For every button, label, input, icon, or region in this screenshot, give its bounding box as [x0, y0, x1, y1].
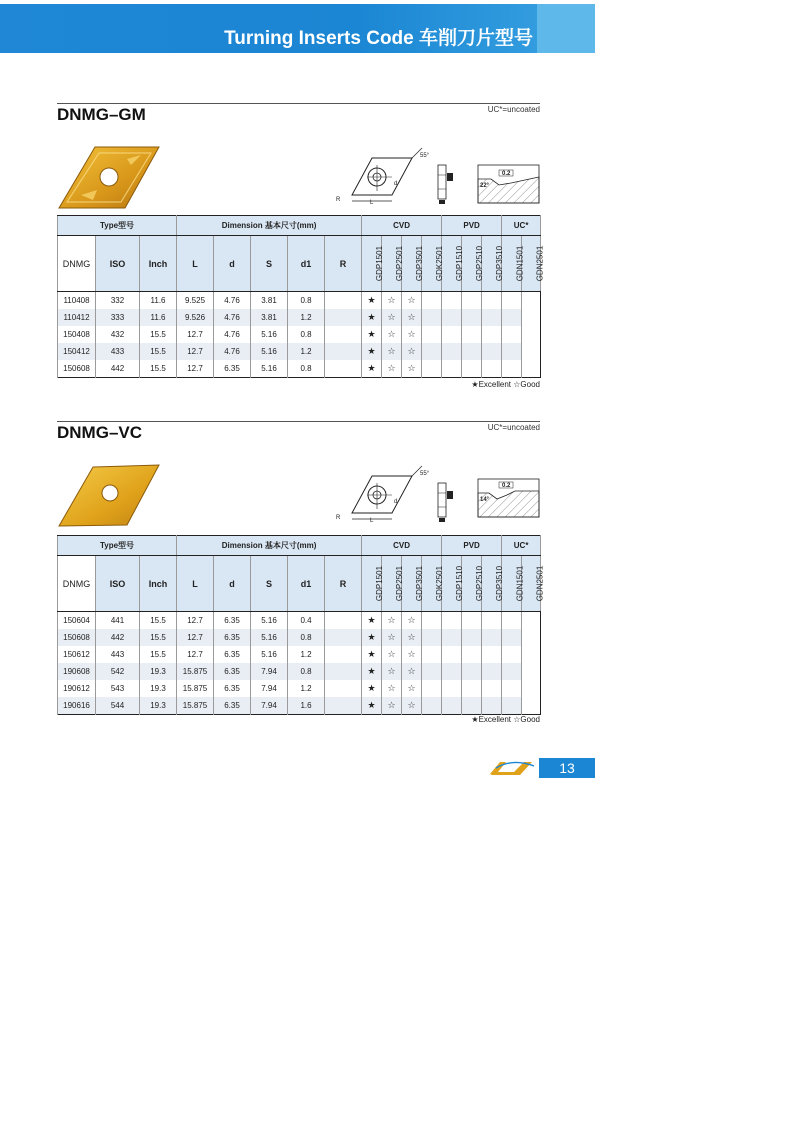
grade-rating-cell — [462, 629, 482, 646]
cell-d: 12.7 — [177, 343, 214, 360]
cell-l: 19.3 — [140, 680, 177, 697]
grade-rating-cell: ☆ — [382, 646, 402, 663]
cell-iso: 190608 — [58, 663, 96, 680]
cell-r: 0.4 — [288, 612, 325, 630]
cell-d: 15.875 — [177, 663, 214, 680]
grade-rating-cell: ☆ — [402, 326, 422, 343]
table-row — [58, 292, 541, 310]
grade-rating-cell — [325, 629, 362, 646]
grade-rating-cell — [462, 309, 482, 326]
rake-angle-label: 22° — [480, 183, 490, 189]
table-row — [58, 646, 541, 663]
cell-d1: 5.16 — [251, 326, 288, 343]
cell-s: 4.76 — [214, 326, 251, 343]
svg-text:L: L — [370, 518, 374, 524]
cell-inch: 442 — [96, 360, 140, 378]
cell-inch: 543 — [96, 680, 140, 697]
grade-rating-cell: ☆ — [382, 629, 402, 646]
grade-rating-cell — [482, 360, 502, 378]
uncoated-note: UC*=uncoated — [487, 105, 540, 114]
table-row — [58, 360, 541, 378]
rake-angle-label: 14° — [480, 497, 490, 503]
cell-r: 1.6 — [288, 697, 325, 715]
cell-r: 0.8 — [288, 663, 325, 680]
grade-header: GDK2501 — [422, 556, 442, 612]
cell-r: 0.8 — [288, 326, 325, 343]
cell-d: 15.875 — [177, 680, 214, 697]
cell-iso: 150604 — [58, 612, 96, 630]
r-header: R — [325, 236, 362, 292]
grade-rating-cell — [442, 612, 462, 630]
cell-d1: 5.16 — [251, 629, 288, 646]
grade-rating-cell — [462, 343, 482, 360]
cell-d1: 3.81 — [251, 292, 288, 310]
inch-header: Inch — [140, 236, 177, 292]
cell-inch: 542 — [96, 663, 140, 680]
grade-rating-cell — [482, 309, 502, 326]
grade-rating-cell — [325, 697, 362, 715]
grade-rating-cell: ☆ — [382, 309, 402, 326]
section-rule — [57, 421, 540, 422]
cell-d: 9.525 — [177, 292, 214, 310]
type-header: Type型号 — [58, 536, 177, 556]
grade-header: GDP2501 — [382, 236, 402, 292]
s-header: S — [251, 236, 288, 292]
l-header: L — [177, 236, 214, 292]
insert-side-view — [435, 163, 455, 205]
grade-rating-cell: ☆ — [382, 680, 402, 697]
cell-s: 6.35 — [214, 646, 251, 663]
grade-rating-cell — [482, 629, 502, 646]
company-logo — [488, 758, 538, 778]
cell-r: 0.8 — [288, 629, 325, 646]
grade-rating-cell: ☆ — [382, 292, 402, 310]
table-row — [58, 663, 541, 680]
dimension-header: Dimension 基本尺寸(mm) — [177, 216, 362, 236]
table-row — [58, 629, 541, 646]
grade-rating-cell — [462, 697, 482, 715]
type-cell: DNMG — [58, 236, 96, 292]
spec-table — [57, 215, 545, 378]
cvd-header: CVD — [362, 536, 442, 556]
cell-iso: 190616 — [58, 697, 96, 715]
grade-header: GDP3501 — [402, 236, 422, 292]
cell-d: 12.7 — [177, 629, 214, 646]
cell-inch: 544 — [96, 697, 140, 715]
grade-rating-cell — [422, 343, 442, 360]
grade-header: GDP1501 — [362, 236, 382, 292]
grade-header: GDP3510 — [482, 556, 502, 612]
table-row — [58, 680, 541, 697]
pvd-header: PVD — [442, 216, 502, 236]
cell-inch: 443 — [96, 646, 140, 663]
d-header: d — [214, 556, 251, 612]
svg-text:55°: 55° — [420, 153, 430, 159]
cell-d1: 3.81 — [251, 309, 288, 326]
cell-iso: 150612 — [58, 646, 96, 663]
cell-iso: 110408 — [58, 292, 96, 310]
cell-r: 1.2 — [288, 343, 325, 360]
grade-header: GDP3501 — [402, 556, 422, 612]
land-width-label: 0.2 — [502, 171, 511, 177]
section-title: DNMG–VC — [57, 423, 143, 442]
cell-d1: 7.94 — [251, 697, 288, 715]
chipbreaker-section — [477, 163, 541, 205]
grade-header: GDN1501 — [502, 236, 522, 292]
grade-rating-cell — [442, 646, 462, 663]
cell-inch: 442 — [96, 629, 140, 646]
grade-rating-cell — [422, 646, 442, 663]
cell-d1: 7.94 — [251, 663, 288, 680]
grade-rating-cell — [325, 360, 362, 378]
grade-rating-cell: ★ — [362, 663, 382, 680]
grade-rating-cell — [462, 360, 482, 378]
grade-rating-cell: ★ — [362, 646, 382, 663]
grade-rating-cell — [325, 663, 362, 680]
grade-rating-cell: ☆ — [402, 343, 422, 360]
grade-rating-cell — [502, 292, 522, 310]
cell-l: 15.5 — [140, 360, 177, 378]
grade-header: GDN2501 — [522, 236, 541, 292]
page-title: Turning Inserts Code 车削刀片型号 — [224, 28, 533, 49]
section-title: DNMG–GM — [57, 105, 146, 124]
grade-rating-cell: ☆ — [402, 663, 422, 680]
grade-rating-cell — [502, 326, 522, 343]
cell-inch: 333 — [96, 309, 140, 326]
grade-rating-cell: ☆ — [382, 343, 402, 360]
grade-rating-cell: ☆ — [402, 612, 422, 630]
svg-text:L: L — [370, 200, 374, 206]
uncoated-note: UC*=uncoated — [487, 423, 540, 432]
grade-header: GDK2501 — [422, 236, 442, 292]
grade-rating-cell — [442, 326, 462, 343]
iso-header: ISO — [96, 236, 140, 292]
grade-rating-cell: ☆ — [402, 292, 422, 310]
cell-d1: 5.16 — [251, 343, 288, 360]
cell-d1: 5.16 — [251, 360, 288, 378]
cell-l: 15.5 — [140, 646, 177, 663]
grade-rating-cell — [325, 646, 362, 663]
grade-rating-cell: ☆ — [402, 360, 422, 378]
grade-header: GDP3510 — [482, 236, 502, 292]
uc-header: UC* — [502, 216, 541, 236]
section-dnmg-gm — [57, 103, 545, 403]
section-dnmg-vc — [57, 421, 545, 731]
spec-table-body — [58, 612, 541, 715]
cell-s: 6.35 — [214, 663, 251, 680]
grade-rating-cell: ★ — [362, 309, 382, 326]
cell-s: 4.76 — [214, 309, 251, 326]
table-row — [58, 612, 541, 630]
l-header: L — [177, 556, 214, 612]
cell-d: 15.875 — [177, 697, 214, 715]
svg-text:R: R — [336, 515, 341, 521]
grade-rating-cell — [325, 292, 362, 310]
section-rule — [57, 103, 540, 104]
grade-rating-cell — [325, 343, 362, 360]
grade-rating-cell — [482, 292, 502, 310]
insert-geometry-drawing — [332, 461, 452, 523]
grade-rating-cell — [325, 612, 362, 630]
type-header: Type型号 — [58, 216, 177, 236]
insert-photo — [57, 145, 162, 210]
grade-rating-cell — [502, 697, 522, 715]
cell-iso: 190612 — [58, 680, 96, 697]
cell-l: 15.5 — [140, 629, 177, 646]
grade-rating-cell — [442, 309, 462, 326]
grade-rating-cell — [462, 646, 482, 663]
grade-rating-cell: ☆ — [402, 629, 422, 646]
d1-header: d1 — [288, 236, 325, 292]
grade-rating-cell — [422, 292, 442, 310]
cell-s: 4.76 — [214, 292, 251, 310]
grade-rating-cell — [482, 343, 502, 360]
grade-rating-cell — [482, 612, 502, 630]
inch-header: Inch — [140, 556, 177, 612]
grade-rating-cell — [462, 326, 482, 343]
grade-rating-cell — [502, 629, 522, 646]
grade-rating-cell: ★ — [362, 292, 382, 310]
grade-rating-cell — [442, 629, 462, 646]
grade-rating-cell — [502, 612, 522, 630]
grade-rating-cell: ★ — [362, 343, 382, 360]
grade-rating-cell: ☆ — [382, 326, 402, 343]
grade-rating-cell — [502, 646, 522, 663]
grade-rating-cell — [482, 680, 502, 697]
grade-rating-cell — [422, 629, 442, 646]
grade-rating-cell — [422, 680, 442, 697]
grade-rating-cell — [462, 680, 482, 697]
grade-header: GDP1501 — [362, 556, 382, 612]
cell-l: 19.3 — [140, 663, 177, 680]
grade-rating-cell — [482, 326, 502, 343]
grade-rating-cell — [482, 646, 502, 663]
uc-header: UC* — [502, 536, 541, 556]
grade-rating-cell — [482, 697, 502, 715]
grade-rating-cell — [422, 309, 442, 326]
grade-header: GDP1510 — [442, 236, 462, 292]
cell-r: 0.8 — [288, 292, 325, 310]
grade-rating-cell: ☆ — [382, 612, 402, 630]
insert-side-view — [435, 481, 455, 523]
cell-s: 6.35 — [214, 629, 251, 646]
grade-header: GDP2510 — [462, 556, 482, 612]
grade-rating-cell: ☆ — [402, 309, 422, 326]
svg-text:55°: 55° — [420, 471, 430, 477]
cell-r: 1.2 — [288, 680, 325, 697]
grade-rating-cell: ☆ — [382, 697, 402, 715]
grade-rating-cell: ★ — [362, 612, 382, 630]
cell-l: 15.5 — [140, 612, 177, 630]
grade-rating-cell — [502, 343, 522, 360]
d1-header: d1 — [288, 556, 325, 612]
grade-rating-cell — [462, 292, 482, 310]
cell-inch: 433 — [96, 343, 140, 360]
chipbreaker-section — [477, 477, 541, 519]
grade-rating-cell: ★ — [362, 629, 382, 646]
grade-rating-cell — [325, 326, 362, 343]
cell-r: 1.2 — [288, 646, 325, 663]
table-row — [58, 309, 541, 326]
cell-inch: 332 — [96, 292, 140, 310]
grade-rating-cell — [442, 663, 462, 680]
grade-rating-cell — [422, 663, 442, 680]
grade-rating-cell — [442, 292, 462, 310]
cell-l: 15.5 — [140, 326, 177, 343]
cell-l: 11.6 — [140, 309, 177, 326]
grade-rating-cell: ★ — [362, 326, 382, 343]
grade-rating-cell: ☆ — [402, 680, 422, 697]
grade-rating-cell — [325, 680, 362, 697]
cell-l: 15.5 — [140, 343, 177, 360]
dimension-header: Dimension 基本尺寸(mm) — [177, 536, 362, 556]
pvd-header: PVD — [442, 536, 502, 556]
cell-iso: 150608 — [58, 629, 96, 646]
cell-iso: 110412 — [58, 309, 96, 326]
grade-header: GDP2510 — [462, 236, 482, 292]
cell-d: 12.7 — [177, 612, 214, 630]
grade-rating-cell — [422, 326, 442, 343]
grade-rating-cell — [442, 680, 462, 697]
grade-rating-cell — [502, 360, 522, 378]
cell-s: 6.35 — [214, 612, 251, 630]
grade-rating-cell: ☆ — [402, 646, 422, 663]
cell-d: 9.526 — [177, 309, 214, 326]
grade-rating-cell — [482, 663, 502, 680]
rating-legend: ★Excellent ☆Good — [471, 380, 540, 389]
grade-rating-cell — [462, 663, 482, 680]
cell-r: 0.8 — [288, 360, 325, 378]
grade-rating-cell — [462, 612, 482, 630]
table-row — [58, 343, 541, 360]
s-header: S — [251, 556, 288, 612]
iso-header: ISO — [96, 556, 140, 612]
grade-rating-cell: ★ — [362, 360, 382, 378]
cell-iso: 150408 — [58, 326, 96, 343]
cell-d: 12.7 — [177, 646, 214, 663]
cell-d1: 5.16 — [251, 646, 288, 663]
grade-header: GDN1501 — [502, 556, 522, 612]
grade-header: GDN2501 — [522, 556, 541, 612]
grade-rating-cell — [422, 697, 442, 715]
cell-s: 6.35 — [214, 680, 251, 697]
rating-legend: ★Excellent ☆Good — [471, 715, 540, 724]
d-header: d — [214, 236, 251, 292]
svg-text:R: R — [336, 197, 341, 203]
cell-l: 11.6 — [140, 292, 177, 310]
grade-rating-cell — [442, 697, 462, 715]
cell-s: 6.35 — [214, 360, 251, 378]
grade-rating-cell: ☆ — [382, 663, 402, 680]
cell-r: 1.2 — [288, 309, 325, 326]
grade-rating-cell: ☆ — [382, 360, 402, 378]
spec-table-body — [58, 292, 541, 378]
grade-rating-cell — [502, 309, 522, 326]
r-header: R — [325, 556, 362, 612]
grade-rating-cell — [502, 680, 522, 697]
table-row — [58, 326, 541, 343]
type-cell: DNMG — [58, 556, 96, 612]
cell-d1: 7.94 — [251, 680, 288, 697]
cell-d1: 5.16 — [251, 612, 288, 630]
page-number: 13 — [539, 758, 595, 778]
grade-rating-cell — [502, 663, 522, 680]
grade-header: GDP2501 — [382, 556, 402, 612]
grade-header: GDP1510 — [442, 556, 462, 612]
cell-inch: 441 — [96, 612, 140, 630]
cell-d: 12.7 — [177, 326, 214, 343]
cell-inch: 432 — [96, 326, 140, 343]
land-width-label: 0.2 — [502, 483, 511, 489]
cvd-header: CVD — [362, 216, 442, 236]
cell-iso: 150412 — [58, 343, 96, 360]
grade-rating-cell — [325, 309, 362, 326]
page-header-bar — [0, 4, 595, 53]
svg-text:d: d — [394, 181, 398, 187]
grade-rating-cell — [422, 612, 442, 630]
insert-photo — [57, 463, 162, 528]
cell-s: 6.35 — [214, 697, 251, 715]
grade-rating-cell — [442, 343, 462, 360]
header-accent-strip — [537, 4, 595, 53]
grade-rating-cell — [422, 360, 442, 378]
insert-geometry-drawing — [332, 143, 452, 205]
grade-rating-cell — [442, 360, 462, 378]
cell-d: 12.7 — [177, 360, 214, 378]
grade-rating-cell: ★ — [362, 680, 382, 697]
cell-l: 19.3 — [140, 697, 177, 715]
grade-rating-cell: ★ — [362, 697, 382, 715]
spec-table — [57, 535, 545, 715]
svg-text:d: d — [394, 499, 398, 505]
grade-rating-cell: ☆ — [402, 697, 422, 715]
cell-s: 4.76 — [214, 343, 251, 360]
table-row — [58, 697, 541, 715]
cell-iso: 150608 — [58, 360, 96, 378]
